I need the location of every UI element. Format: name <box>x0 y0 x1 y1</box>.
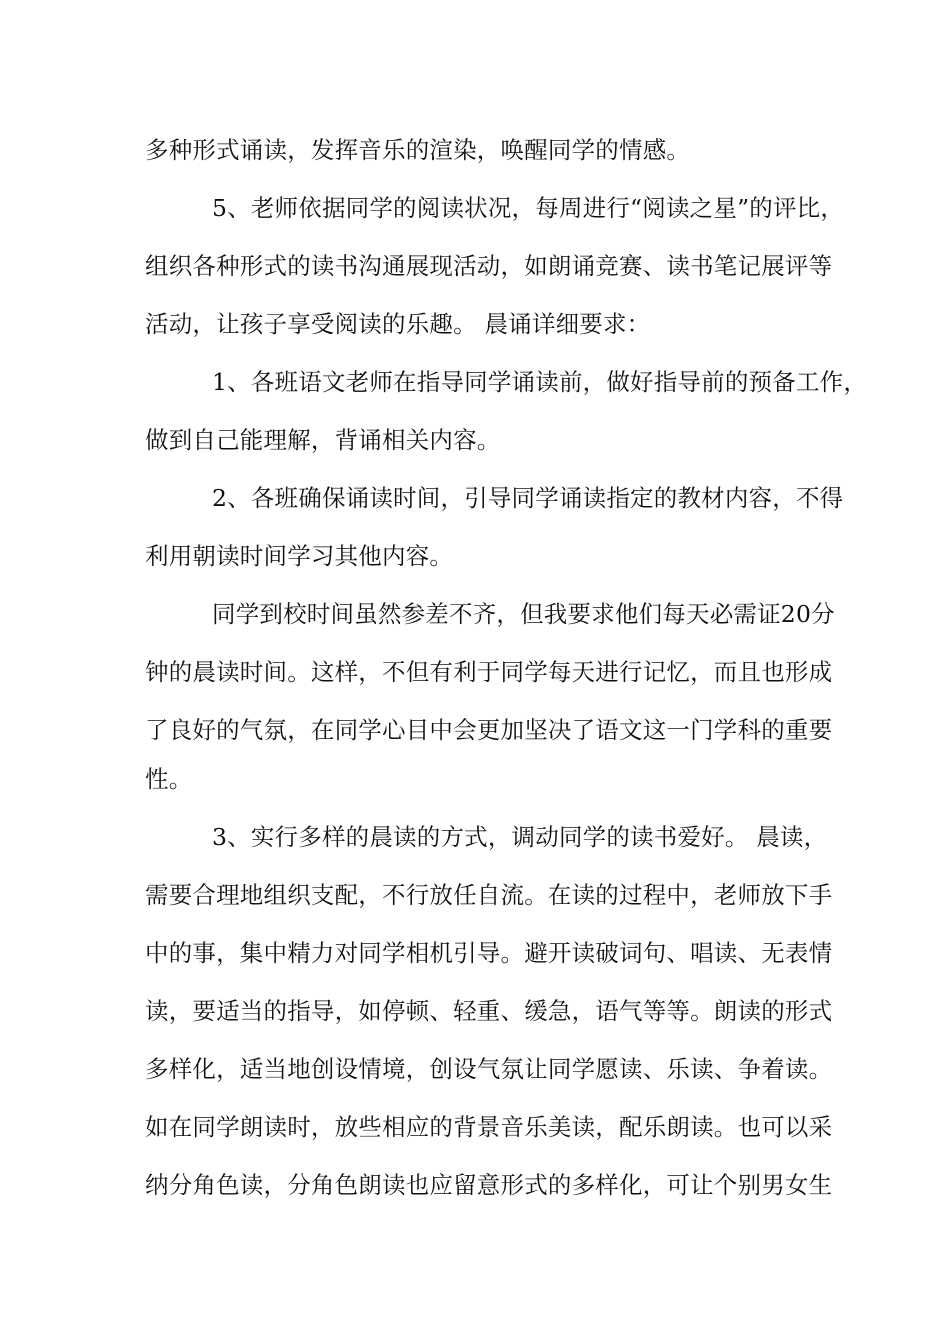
text-line: 组织各种形式的读书沟通展现活动，如朗诵竞赛、读书笔记展评等 <box>145 252 833 280</box>
text-line: 纳分角色读，分角色朗读也应留意形式的多样化，可让个别男女生 <box>145 1171 833 1199</box>
text-line: 3、实行多样的晨读的方式，调动同学的读书爱好。 晨读， <box>212 823 828 851</box>
text-line: 利用朝读时间学习其他内容。 <box>145 542 454 570</box>
text-line: 多样化，适当地创设情境，创设气氛让同学愿读、乐读、争着读。 <box>145 1055 833 1083</box>
text-line: 中的事，集中精力对同学相机引导。避开读破词句、唱读、无表情 <box>145 939 833 967</box>
text-line: 5、老师依据同学的阅读状况，每周进行“阅读之星”的评比， <box>212 194 845 222</box>
text-line: 如在同学朗读时，放些相应的背景音乐美读，配乐朗读。也可以采 <box>145 1113 833 1141</box>
text-line: 做到自己能理解，背诵相关内容。 <box>145 426 501 454</box>
text-line: 同学到校时间虽然参差不齐，但我要求他们每天必需证20分 <box>212 600 835 628</box>
text-line: 性。 <box>145 765 193 793</box>
text-line: 了良好的气氛，在同学心目中会更加坚决了语文这一门学科的重要 <box>145 716 833 744</box>
text-line: 需要合理地组织支配，不行放任自流。在读的过程中，老师放下手 <box>145 881 833 909</box>
text-line: 活动，让孩子享受阅读的乐趣。 晨诵详细要求： <box>145 310 651 338</box>
text-line: 2、各班确保诵读时间，引导同学诵读指定的教材内容，不得 <box>212 484 844 512</box>
text-line: 多种形式诵读，发挥音乐的渲染，唤醒同学的情感。 <box>145 136 691 164</box>
text-line: 钟的晨读时间。这样，不但有利于同学每天进行记忆，而且也形成 <box>145 658 833 686</box>
text-line: 1、各班语文老师在指导同学诵读前，做好指导前的预备工作， <box>212 368 868 396</box>
text-line: 读，要适当的指导，如停顿、轻重、缓急，语气等等。朗读的形式 <box>145 997 833 1025</box>
